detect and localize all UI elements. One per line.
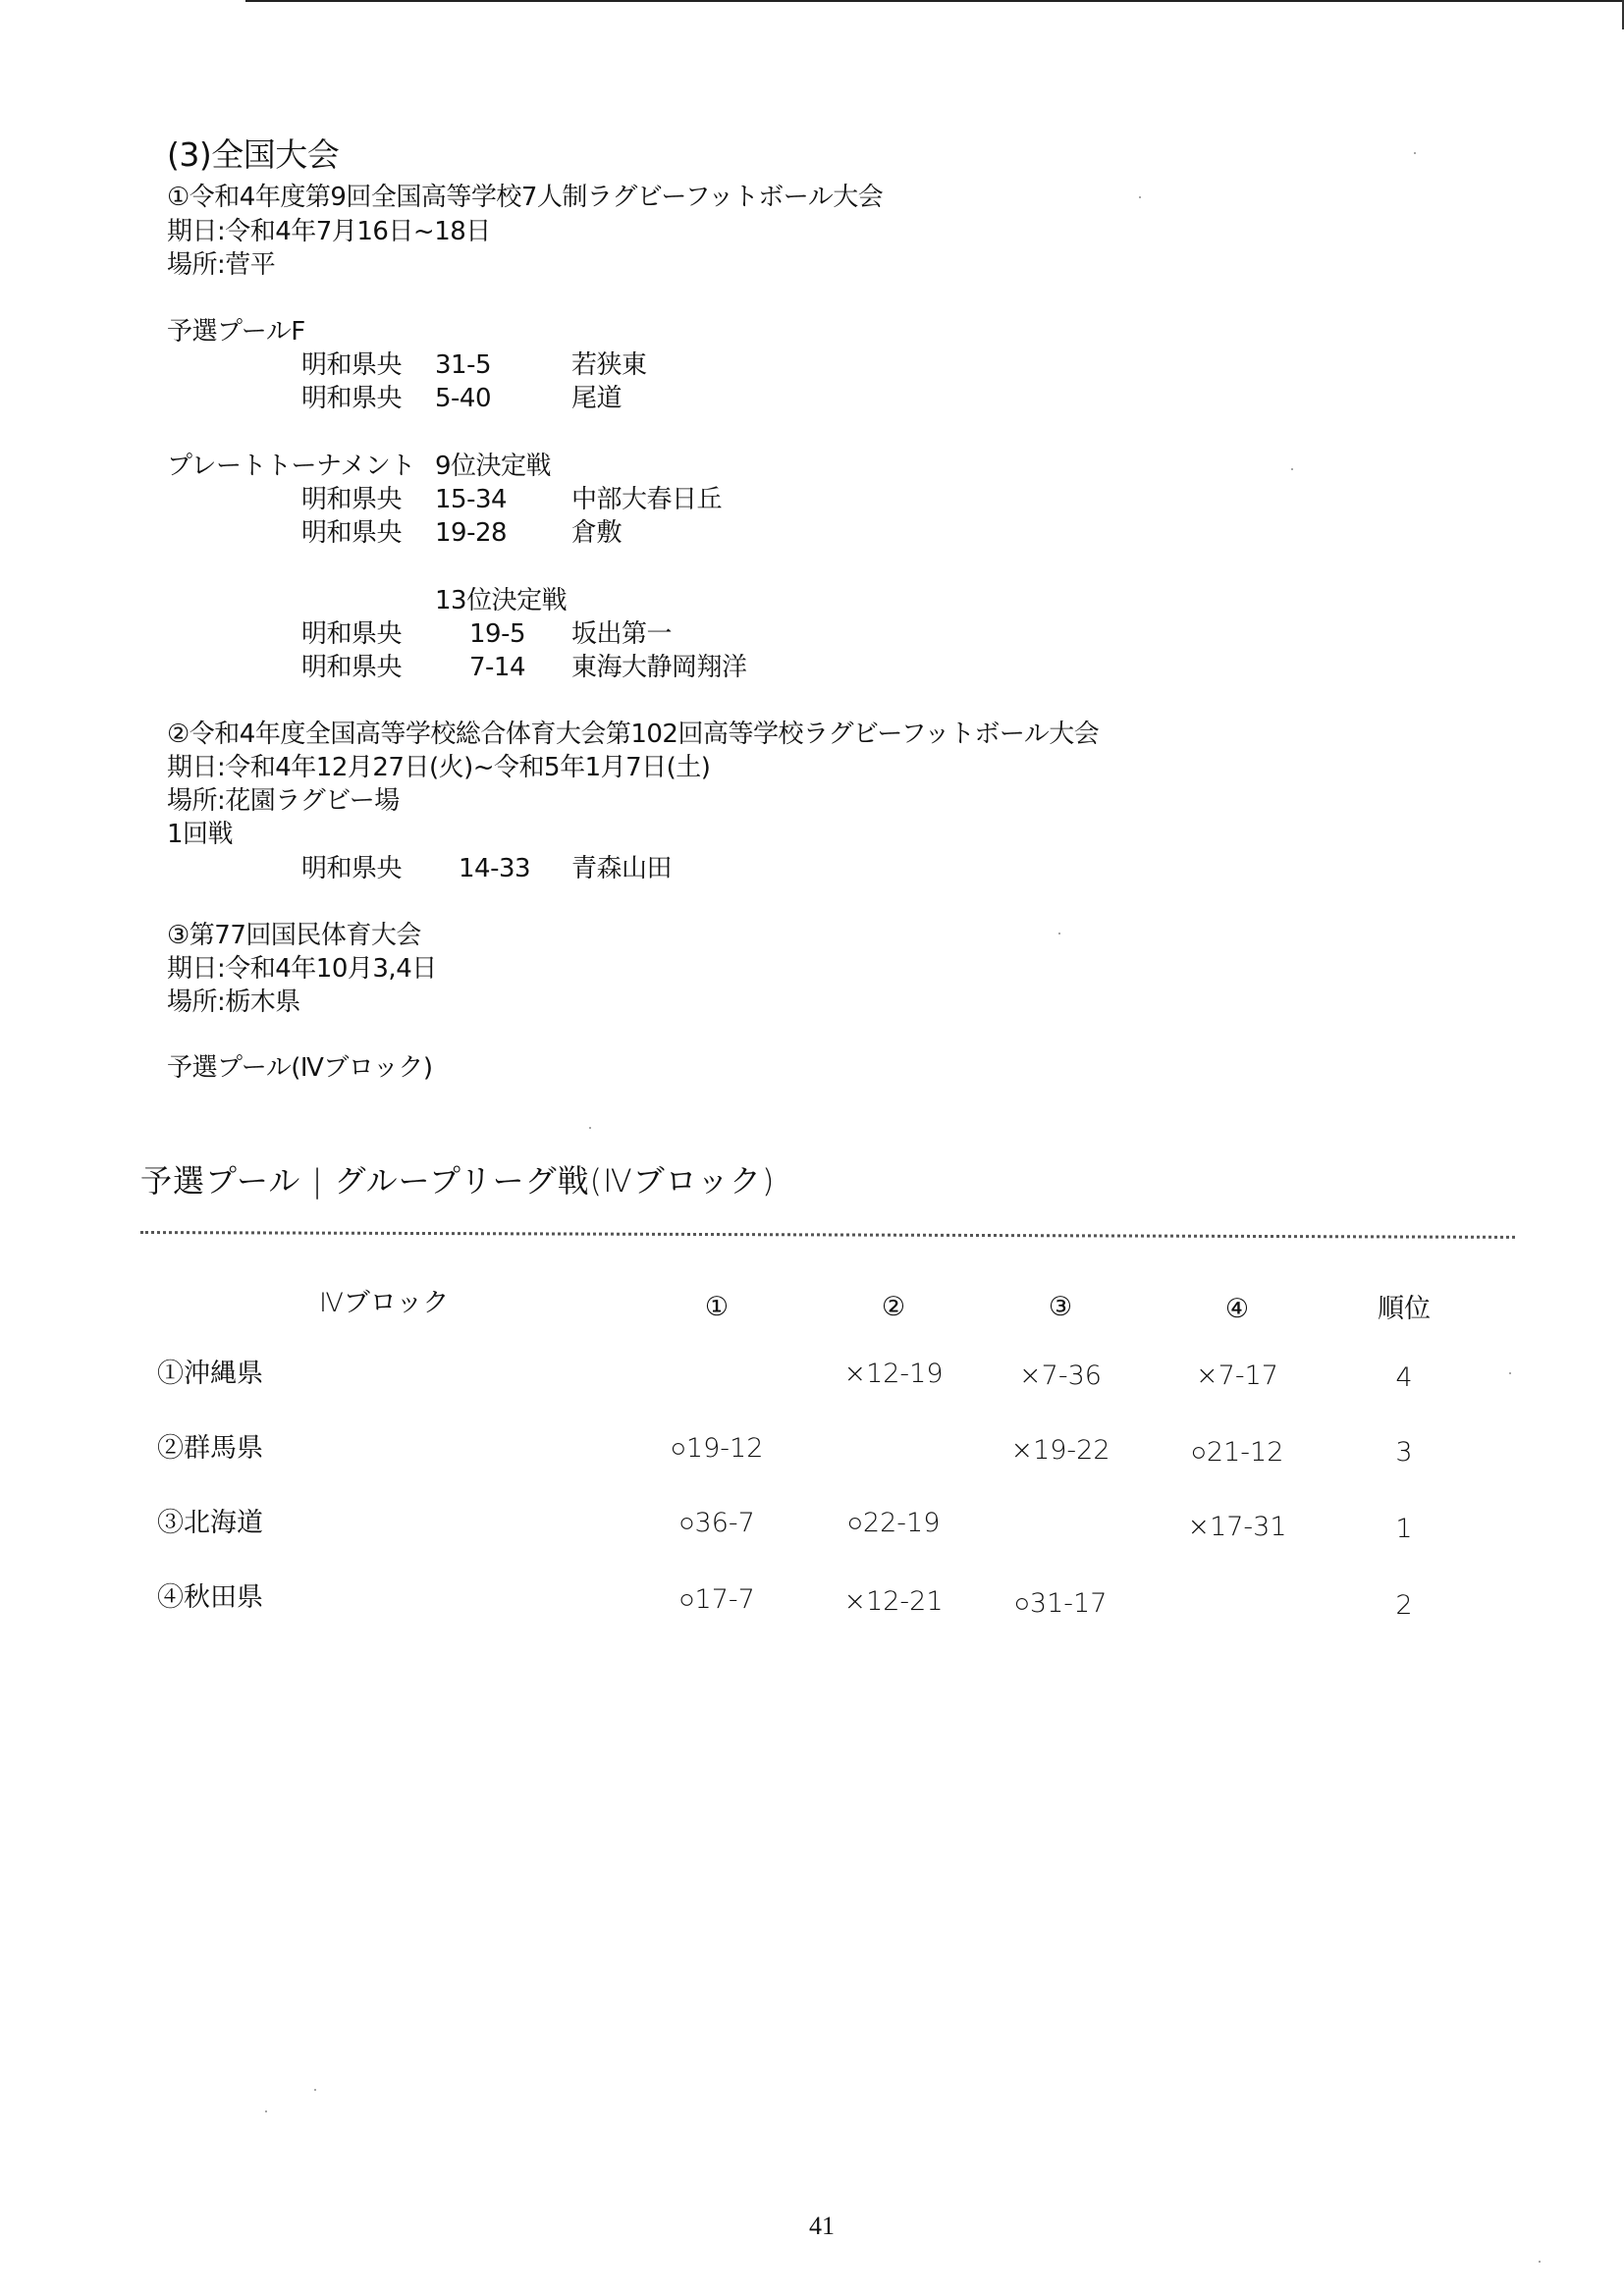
match-team: 明和県央 — [301, 384, 403, 413]
page-number: 41 — [809, 2212, 835, 2240]
row-vs4: ×17-31 — [1187, 1512, 1287, 1542]
match-opponent: 青森山田 — [571, 854, 673, 883]
scan-speck — [1414, 152, 1416, 154]
row-vs2: ○22-19 — [846, 1508, 941, 1538]
tournament3-date: 期日:令和4年10月3,4日 — [167, 954, 437, 984]
match-opponent: 東海大静岡翔洋 — [571, 653, 747, 682]
match-opponent: 中部大春日丘 — [571, 485, 723, 514]
match-team: 明和県央 — [301, 350, 403, 380]
row-team-name: ④秋田県 — [157, 1582, 263, 1613]
row-vs1: ○17-7 — [678, 1584, 755, 1615]
match-opponent: 尾道 — [571, 384, 623, 413]
row-rank: 1 — [1395, 1514, 1413, 1544]
match-opponent: 倉敷 — [571, 518, 623, 548]
match-score: 14-33 — [459, 854, 531, 883]
round13-label: 13位決定戦 — [435, 586, 568, 615]
match-team: 明和県央 — [301, 619, 403, 649]
scan-speck — [1509, 1372, 1511, 1374]
match-score: 19-28 — [435, 518, 508, 548]
dotted-divider — [140, 1231, 1515, 1239]
tournament2-title: ②令和4年度全国高等学校総合体育大会第102回高等学校ラグビーフットボール大会 — [167, 720, 1100, 749]
match-score: 19-5 — [469, 619, 526, 649]
row-vs3: ×7-36 — [1019, 1361, 1102, 1391]
header-rank: 順位 — [1378, 1294, 1431, 1324]
row-rank: 3 — [1395, 1437, 1413, 1468]
tournament3-venue: 場所:栃木県 — [167, 988, 300, 1017]
row-team-name: ②群馬県 — [157, 1433, 263, 1464]
row-rank: 2 — [1395, 1590, 1413, 1621]
league-table-title: 予選プール | グループリーグ戦(Ⅳブロック) — [140, 1162, 776, 1200]
scan-speck — [1058, 933, 1060, 934]
row-vs3: ×19-22 — [1010, 1435, 1110, 1466]
tournament2-venue: 場所:花園ラグビー場 — [167, 786, 400, 816]
scan-speck — [589, 1127, 591, 1129]
scan-speck — [265, 2110, 267, 2112]
row-team-name: ①沖縄県 — [157, 1359, 263, 1389]
round9-label: 9位決定戦 — [435, 452, 552, 481]
table-row — [157, 1506, 1483, 1545]
tournament1-date: 期日:令和4年7月16日~18日 — [167, 217, 491, 246]
scan-speck — [1539, 2261, 1541, 2263]
match-opponent: 若狭東 — [571, 350, 647, 380]
scan-speck — [1291, 468, 1293, 470]
plate-tournament-label: プレートトーナメント — [167, 452, 415, 481]
pool-f-label: 予選プールF — [167, 317, 305, 347]
row-vs1: ○36-7 — [678, 1508, 755, 1538]
row-rank: 4 — [1395, 1362, 1413, 1393]
tournament3-title: ③第77回国民体育大会 — [167, 921, 421, 950]
table-header-row — [157, 1286, 1483, 1325]
table-row — [157, 1431, 1483, 1470]
match-team: 明和県央 — [301, 854, 403, 883]
match-opponent: 坂出第一 — [571, 619, 673, 649]
scan-speck — [1139, 196, 1141, 198]
tournament3-pool-label: 予選プール(Ⅳブロック) — [167, 1053, 433, 1083]
row-vs2: ×12-21 — [843, 1586, 944, 1617]
scan-speck — [314, 2089, 316, 2091]
tournament2-round-label: 1回戦 — [167, 820, 234, 849]
match-team: 明和県央 — [301, 653, 403, 682]
row-vs1: ○19-12 — [670, 1433, 764, 1464]
header-col1: ① — [704, 1292, 730, 1322]
row-vs4: ○21-12 — [1190, 1437, 1284, 1468]
table-row — [157, 1580, 1483, 1620]
match-team: 明和県央 — [301, 518, 403, 548]
match-score: 7-14 — [469, 653, 526, 682]
scan-top-edge — [245, 0, 1624, 2]
row-team-name: ③北海道 — [157, 1508, 263, 1538]
header-block: Ⅳブロック — [319, 1288, 450, 1318]
row-vs3: ○31-17 — [1013, 1588, 1108, 1619]
header-col2: ② — [881, 1292, 906, 1322]
tournament1-title: ①令和4年度第9回全国高等学校7人制ラグビーフットボール大会 — [167, 183, 884, 212]
row-vs2: ×12-19 — [843, 1359, 944, 1389]
header-col4: ④ — [1224, 1294, 1250, 1324]
row-vs4: ×7-17 — [1196, 1361, 1278, 1391]
section-heading: (3)全国大会 — [167, 135, 340, 174]
header-col3: ③ — [1048, 1292, 1073, 1322]
table-row — [157, 1357, 1483, 1396]
match-score: 31-5 — [435, 350, 492, 380]
match-score: 15-34 — [435, 485, 508, 514]
tournament1-venue: 場所:菅平 — [167, 250, 276, 280]
tournament2-date: 期日:令和4年12月27日(火)~令和5年1月7日(土) — [167, 753, 711, 782]
match-team: 明和県央 — [301, 485, 403, 514]
match-score: 5-40 — [435, 384, 492, 413]
